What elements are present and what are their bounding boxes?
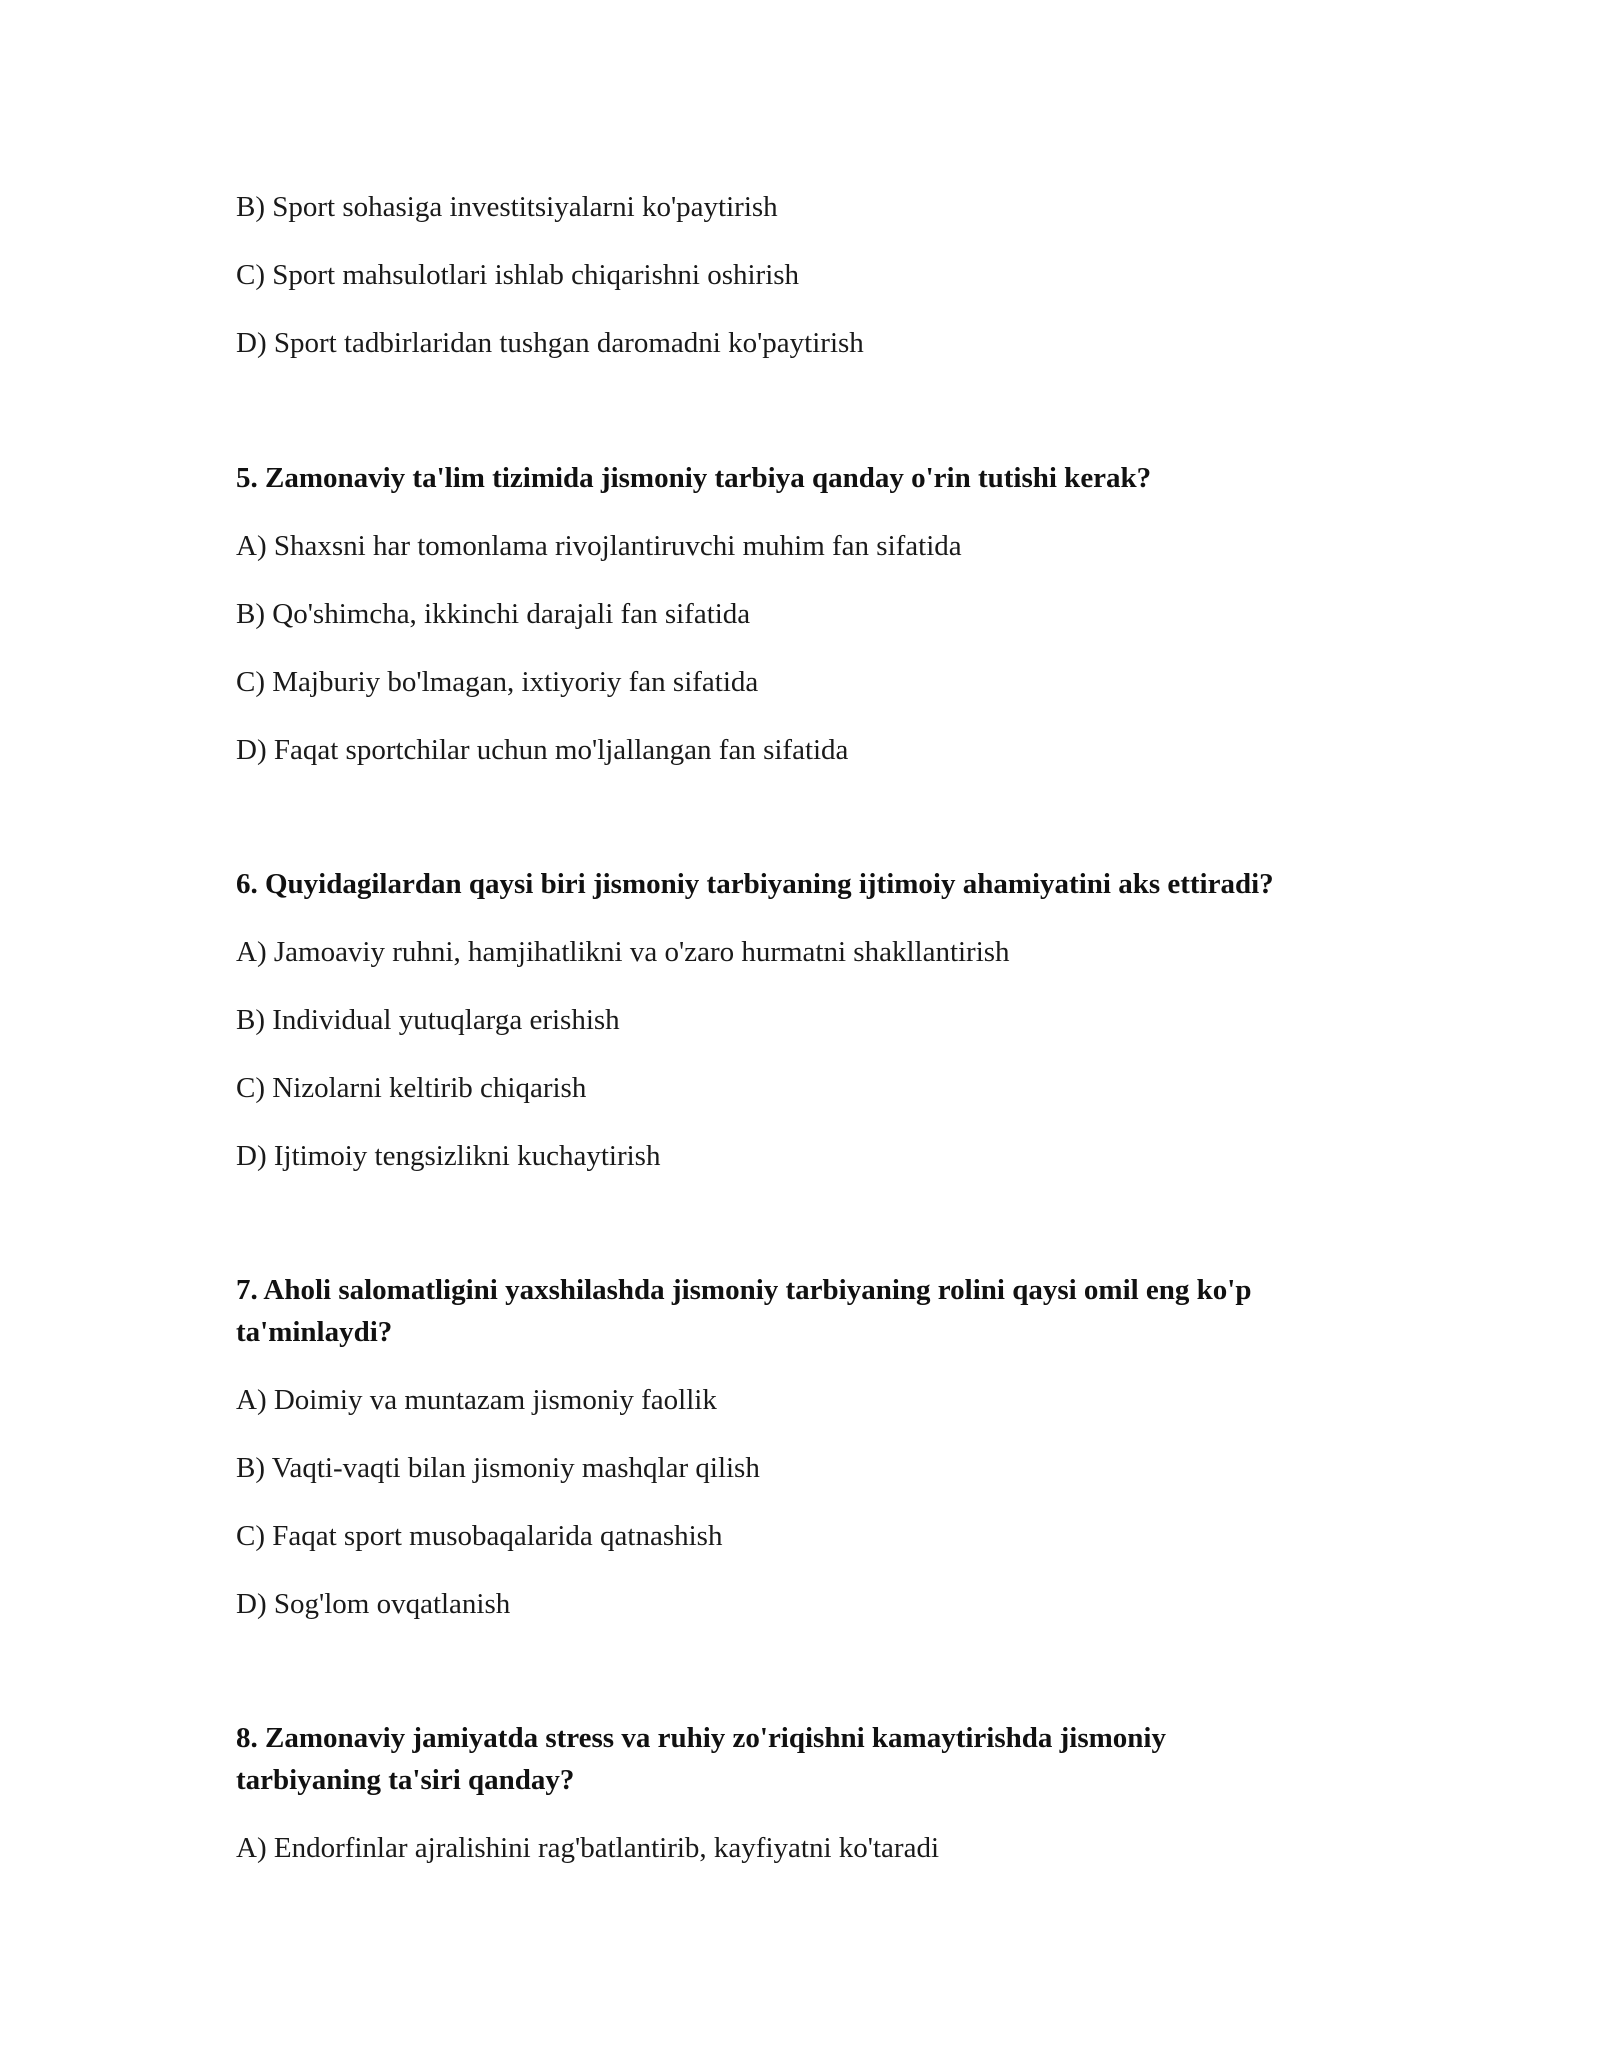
question-text: 6. Quyidagilardan qaysi biri jismoniy tarbiyaning ijtimoiy ahamiyatini aks ettiradi? <box>236 868 1274 900</box>
question-text-continued: tarbiyaning ta'siri qanday? <box>236 1764 575 1796</box>
option-text: A) Endorfinlar ajralishini rag'batlantirib, kayfiyatni ko'taradi <box>236 1832 939 1864</box>
option-text: C) Sport mahsulotlari ishlab chiqarishni oshirish <box>236 259 800 291</box>
question-text: 7. Aholi salomatligini yaxshilashda jismoniy tarbiyaning rolini qaysi omil eng ko'p <box>236 1274 1252 1306</box>
option-text: D) Ijtimoiy tengsizlikni kuchaytirish <box>236 1140 661 1172</box>
question-text: 8. Zamonaviy jamiyatda stress va ruhiy zo'riqishni kamaytirishda jismoniy <box>236 1722 1166 1754</box>
option-text: A) Shaxsni har tomonlama rivojlantiruvchi muhim fan sifatida <box>236 530 962 562</box>
option-text: C) Nizolarni keltirib chiqarish <box>236 1072 587 1104</box>
option-text: D) Sport tadbirlaridan tushgan daromadni ko'paytirish <box>236 327 864 359</box>
option-text: A) Doimiy va muntazam jismoniy faollik <box>236 1384 717 1416</box>
question-text-continued: ta'minlaydi? <box>236 1316 393 1348</box>
option-text: A) Jamoaviy ruhni, hamjihatlikni va o'zaro hurmatni shakllantirish <box>236 936 1010 968</box>
option-text: B) Sport sohasiga investitsiyalarni ko'paytirish <box>236 191 778 223</box>
option-text: B) Vaqti-vaqti bilan jismoniy mashqlar qilish <box>236 1452 760 1484</box>
option-text: C) Majburiy bo'lmagan, ixtiyoriy fan sifatida <box>236 666 759 698</box>
option-text: B) Qo'shimcha, ikkinchi darajali fan sifatida <box>236 598 751 630</box>
question-text: 5. Zamonaviy ta'lim tizimida jismoniy tarbiya qanday o'rin tutishi kerak? <box>236 462 1152 494</box>
option-text: B) Individual yutuqlarga erishish <box>236 1004 620 1036</box>
option-text: D) Faqat sportchilar uchun mo'ljallangan fan sifatida <box>236 734 849 766</box>
option-text: C) Faqat sport musobaqalarida qatnashish <box>236 1520 723 1552</box>
option-text: D) Sog'lom ovqatlanish <box>236 1588 511 1620</box>
